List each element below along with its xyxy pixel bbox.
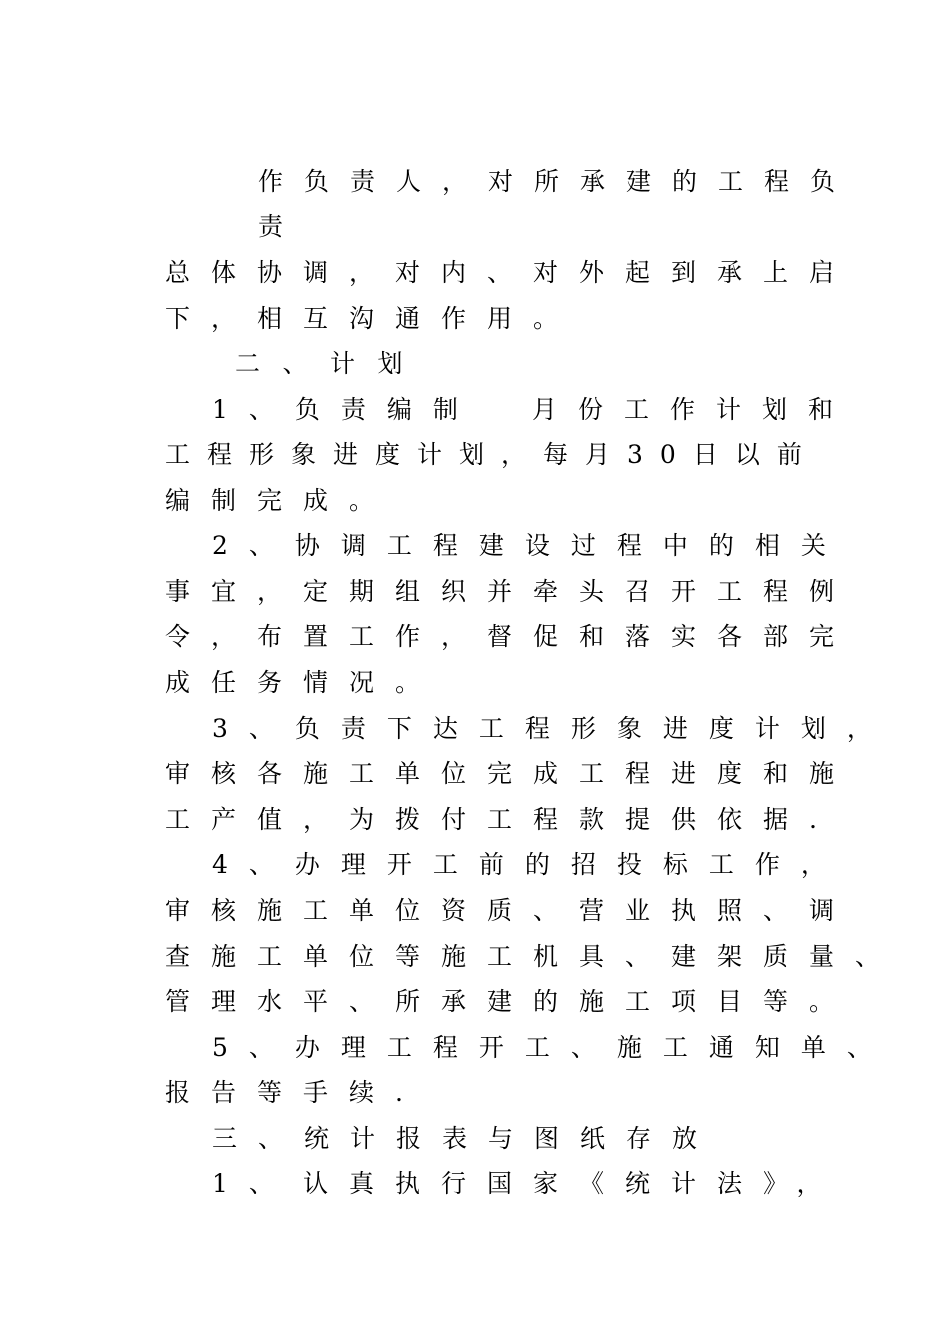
paragraph-text: 工程形象进度计划，每月30日以前 xyxy=(165,440,819,469)
paragraph-text: 责 xyxy=(258,212,284,241)
text-line xyxy=(0,1161,950,1207)
text-line xyxy=(0,296,950,342)
paragraph-text: 编制完成。 xyxy=(165,486,396,515)
text-line xyxy=(0,751,950,797)
paragraph-text: 5、办理工程开工、施工通知单、 xyxy=(212,1033,893,1062)
paragraph-text: 下，相互沟通作用。 xyxy=(165,304,580,333)
paragraph-text: 2、协调工程建设过程中的相关 xyxy=(212,531,847,560)
paragraph-text: 月份工作计划和 xyxy=(532,395,855,424)
text-line xyxy=(0,569,950,615)
paragraph-text: 事宜，定期组织并牵头召开工程例 xyxy=(165,577,856,606)
text-line xyxy=(0,888,950,934)
paragraph-text: 4、办理开工前的招投标工作， xyxy=(212,850,847,879)
paragraph-text: 管理水平、所承建的施工项目等。 xyxy=(165,987,856,1016)
paragraph-text: 认真执行国家《统计法》， xyxy=(303,1169,843,1198)
text-line xyxy=(0,1025,950,1071)
paragraph-text: 工产值，为拨付工程款提供依据. xyxy=(165,805,838,834)
text-line xyxy=(0,797,950,843)
paragraph-text: 成任务情况。 xyxy=(165,668,442,697)
text-line xyxy=(0,842,950,888)
heading-text: 二、计划 xyxy=(235,349,426,378)
paragraph-text: 令，布置工作，督促和落实各部完 xyxy=(165,622,856,651)
text-line xyxy=(0,387,950,433)
paragraph-text: 1、 xyxy=(212,1169,295,1198)
paragraph-text: 作负责人，对所承建的工程负 xyxy=(258,167,857,196)
text-line xyxy=(0,660,950,706)
paragraph-text: 1、负责编制 xyxy=(212,395,479,424)
text-line xyxy=(0,250,950,296)
paragraph-text: 报告等手续. xyxy=(165,1078,424,1107)
paragraph-text: 审核施工单位资质、营业执照、调 xyxy=(165,896,856,925)
paragraph-text: 查施工单位等施工机具、建架质量、 xyxy=(165,942,902,971)
text-line xyxy=(0,523,950,569)
section-heading xyxy=(0,341,950,387)
text-line xyxy=(0,614,950,660)
paragraph-text: 3、负责下达工程形象进度计划， xyxy=(212,714,893,743)
text-line xyxy=(0,706,950,752)
heading-text: 三、统计报表与图纸存放 xyxy=(212,1124,719,1153)
text-line xyxy=(0,934,950,980)
text-line xyxy=(0,979,950,1025)
text-line xyxy=(0,204,950,250)
text-line xyxy=(0,159,950,205)
text-line xyxy=(0,478,950,524)
section-heading xyxy=(0,1116,950,1162)
paragraph-text: 审核各施工单位完成工程进度和施 xyxy=(165,759,856,788)
text-line xyxy=(0,1070,950,1116)
text-line xyxy=(0,432,950,478)
paragraph-text: 总体协调，对内、对外起到承上启 xyxy=(165,258,856,287)
